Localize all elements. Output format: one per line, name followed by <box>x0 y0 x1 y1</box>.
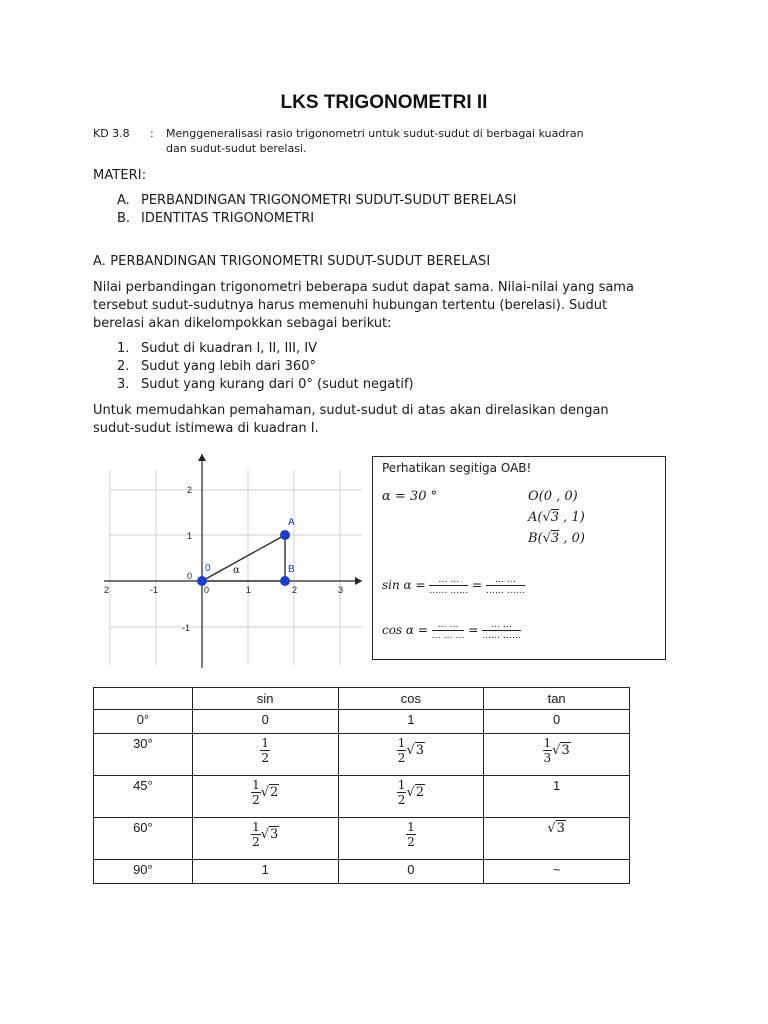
sin-cell: 1 <box>192 860 338 884</box>
cos-cell: 0 <box>338 860 484 884</box>
numerator: 1 <box>397 778 406 792</box>
paragraph-line: tersebut sudut-sudutnya harus memenuhi hubungan tertentu (berelasi). Sudut <box>93 298 608 313</box>
materi-item-text: PERBANDINGAN TRIGONOMETRI SUDUT-SUDUT BERELASI <box>141 193 517 208</box>
list-text: Sudut yang lebih dari 360° <box>141 359 316 374</box>
sin-equation <box>382 575 525 596</box>
blank-fraction <box>429 575 468 596</box>
blank-denominator: … … … <box>431 631 465 641</box>
list-text: Sudut di kuadran I, II, III, IV <box>141 341 318 356</box>
materi-heading: MATERI: <box>93 168 147 183</box>
numerator: 1 <box>543 736 552 750</box>
tan-cell <box>484 818 630 860</box>
side-oa <box>202 535 285 581</box>
numerator: 1 <box>252 820 260 834</box>
tick-labels <box>104 485 343 633</box>
cos-label: cos α = <box>382 623 428 637</box>
materi-item-text: IDENTITAS TRIGONOMETRI <box>141 211 315 226</box>
materi-item-a <box>117 192 516 210</box>
denominator: 2 <box>397 751 406 765</box>
fraction <box>251 778 261 807</box>
label-alpha: α <box>233 565 240 576</box>
kd-separator: : <box>150 127 154 140</box>
denominator: 2 <box>407 835 415 849</box>
table-row <box>94 710 630 734</box>
blank-denominator: …… …… <box>485 586 525 596</box>
sin-cell: 0 <box>192 710 338 734</box>
blank-numerator: … … <box>429 575 468 586</box>
angle-cell: 60° <box>94 818 193 860</box>
cos-cell <box>338 734 484 776</box>
radical-icon: √ <box>547 821 556 837</box>
paragraph-1 <box>93 279 683 333</box>
label-a: A <box>288 517 295 528</box>
coord-text: , 0) <box>559 531 585 546</box>
point-b-coords <box>528 531 585 546</box>
radicand: 3 <box>556 821 565 837</box>
radical-icon: √ <box>552 743 561 758</box>
equals-sign: = <box>468 623 479 637</box>
y-tick: 1 <box>187 531 193 541</box>
x-tick: 1 <box>246 585 252 595</box>
kd-text <box>166 126 666 156</box>
materi-item-b <box>117 210 516 228</box>
blank-numerator: … … <box>432 620 465 631</box>
radicand: 3 <box>550 510 560 525</box>
numerator: 1 <box>261 736 269 750</box>
square-root <box>406 784 425 800</box>
fraction <box>251 820 261 849</box>
square-root <box>261 826 280 842</box>
table-header: sin <box>192 688 338 710</box>
angle-cell: 30° <box>94 734 193 776</box>
square-root <box>406 742 425 758</box>
cos-cell: 1 <box>338 710 484 734</box>
point-o-coords: O(0 , 0) <box>528 489 578 504</box>
fraction <box>260 736 270 765</box>
kd-line-2: dan sudut-sudut berelasi. <box>166 142 307 155</box>
radical-icon: √ <box>260 785 270 800</box>
numerator: 1 <box>407 820 415 834</box>
square-root <box>547 820 566 836</box>
point-a <box>280 530 290 540</box>
blank-fraction <box>482 620 521 641</box>
kd-line-1: Menggeneralisasi rasio trigonometri untuk sudut-sudut di berbagai kuadran <box>166 127 584 140</box>
blank-denominator: …… …… <box>482 631 522 641</box>
tan-cell: 0 <box>484 710 630 734</box>
blank-numerator: … … <box>486 575 525 586</box>
point-b <box>280 576 290 586</box>
radical-icon: √ <box>260 827 270 842</box>
angle-cell: 0° <box>94 710 193 734</box>
x-tick: 0 <box>204 585 210 595</box>
table-row <box>94 860 630 884</box>
coord-text: B( <box>528 531 543 546</box>
x-tick: 3 <box>338 585 344 595</box>
angle-cell: 90° <box>94 860 193 884</box>
y-tick: -1 <box>182 623 191 633</box>
equals-sign: = <box>472 578 483 592</box>
triangle-oab <box>202 535 285 581</box>
numbered-list <box>117 340 414 394</box>
tan-cell: 1 <box>484 776 630 818</box>
fraction <box>397 736 407 765</box>
numerator: 1 <box>397 736 406 750</box>
label-origin: 0 <box>205 563 211 574</box>
materi-list <box>117 192 516 228</box>
sin-label: sin α = <box>382 578 426 592</box>
radical-icon: √ <box>406 743 415 758</box>
materi-item-marker: B. <box>117 211 131 226</box>
table-header-row <box>94 688 630 710</box>
table-row <box>94 776 630 818</box>
x-tick: 2 <box>292 585 298 595</box>
cos-cell <box>338 776 484 818</box>
page-title: LKS TRIGONOMETRI II <box>280 92 488 113</box>
sin-cell <box>192 734 338 776</box>
paragraph-line: Nilai perbandingan trigonometri beberapa sudut dapat sama. Nilai-nilai yang sama <box>93 280 634 295</box>
sin-cell <box>192 818 338 860</box>
list-text: Sudut yang kurang dari 0° (sudut negatif) <box>141 377 414 392</box>
table-header <box>94 688 193 710</box>
table-row <box>94 734 630 776</box>
table-header: tan <box>484 688 630 710</box>
radical-icon: √ <box>542 510 551 525</box>
coordinate-graph <box>100 450 366 670</box>
box-heading: Perhatikan segitiga OAB! <box>382 461 532 475</box>
materi-item-marker: A. <box>117 193 130 208</box>
paragraph-line: berelasi akan dikelompokkan sebagai berikut: <box>93 316 392 331</box>
list-number: 1. <box>117 341 130 356</box>
kd-label: KD 3.8 <box>93 127 130 140</box>
coord-text: A( <box>528 510 543 525</box>
point-o <box>197 576 207 586</box>
radicand: 2 <box>415 785 425 800</box>
radicand: 3 <box>550 531 560 546</box>
blank-fraction <box>486 575 525 596</box>
denominator: 2 <box>252 835 260 849</box>
denominator: 2 <box>261 751 269 765</box>
fraction <box>397 778 407 807</box>
blank-denominator: …… …… <box>429 586 469 596</box>
paragraph-2 <box>93 402 683 438</box>
x-tick: -1 <box>150 585 159 595</box>
radicand: 3 <box>561 743 570 758</box>
fraction <box>406 820 416 849</box>
tan-cell: ~ <box>484 860 630 884</box>
trig-values-table <box>93 687 630 884</box>
table-header: cos <box>338 688 484 710</box>
fraction <box>543 736 553 765</box>
section-heading: A. PERBANDINGAN TRIGONOMETRI SUDUT-SUDUT BERELASI <box>93 254 491 269</box>
x-axis-arrow-icon <box>355 577 362 585</box>
square-root <box>552 742 571 758</box>
coord-text: , 1) <box>559 510 585 525</box>
radicand: 3 <box>270 827 279 842</box>
paragraph-line: Untuk memudahkan pemahaman, sudut-sudut di atas akan direlasikan dengan <box>93 403 609 418</box>
denominator: 2 <box>252 793 260 807</box>
point-a-coords <box>528 510 585 525</box>
square-root <box>261 784 280 800</box>
cos-cell <box>338 818 484 860</box>
sin-cell <box>192 776 338 818</box>
denominator: 3 <box>543 751 552 765</box>
alpha-value: α = 30 ° <box>382 489 438 504</box>
radical-icon: √ <box>406 785 415 800</box>
angle-cell: 45° <box>94 776 193 818</box>
table-row <box>94 818 630 860</box>
list-item <box>117 340 414 358</box>
paragraph-line: sudut-sudut istimewa di kuadran I. <box>93 421 319 436</box>
label-b: B <box>288 564 295 575</box>
triangle-info-box <box>372 456 666 660</box>
y-tick: 0 <box>187 571 193 581</box>
radical-icon: √ <box>542 531 551 546</box>
list-item <box>117 376 414 394</box>
denominator: 2 <box>397 793 406 807</box>
list-number: 2. <box>117 359 130 374</box>
blank-numerator: … … <box>482 620 521 631</box>
radicand: 2 <box>270 785 279 800</box>
radicand: 3 <box>415 743 425 758</box>
x-tick: 2 <box>104 585 110 595</box>
blank-fraction <box>432 620 465 641</box>
numerator: 1 <box>252 778 260 792</box>
y-axis-arrow-icon <box>198 454 206 461</box>
tan-cell <box>484 734 630 776</box>
y-tick: 2 <box>187 485 193 495</box>
list-item <box>117 358 414 376</box>
list-number: 3. <box>117 377 130 392</box>
cos-equation <box>382 620 521 641</box>
